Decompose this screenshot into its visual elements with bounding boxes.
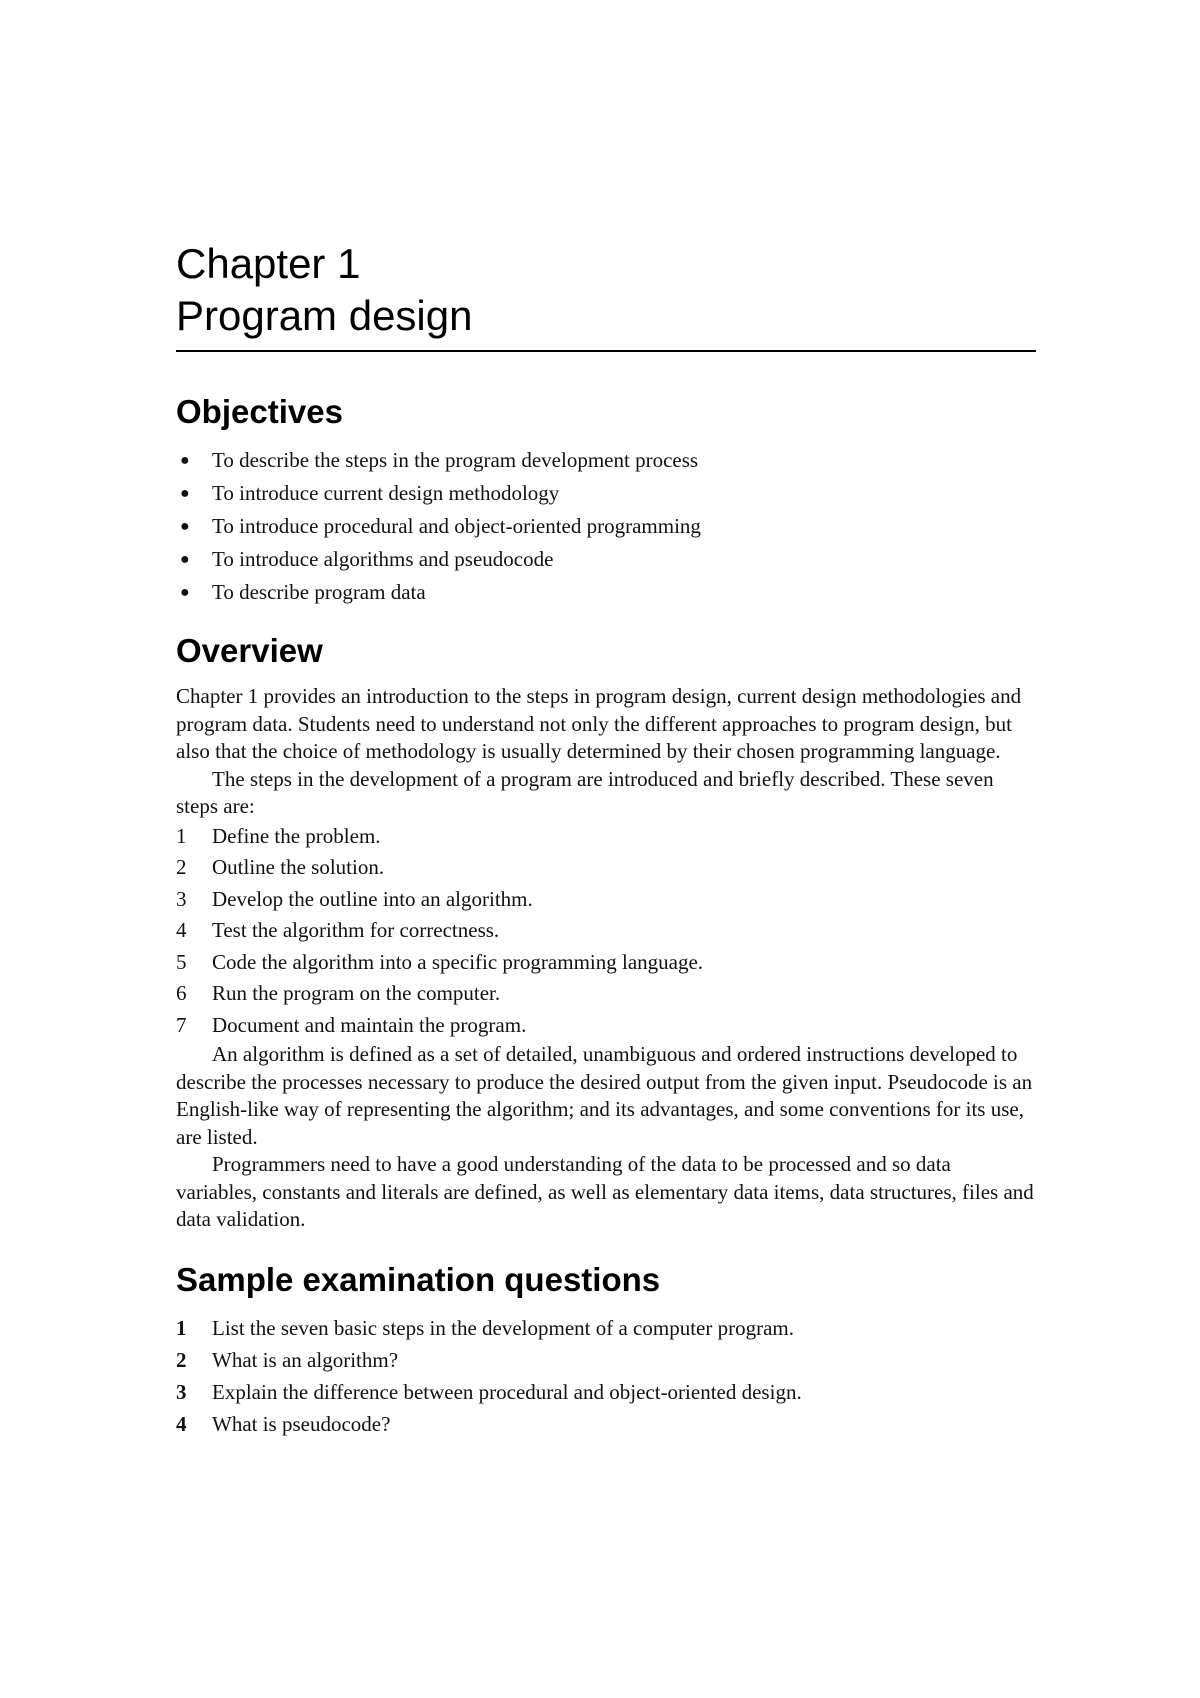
list-item (176, 1312, 1036, 1344)
document-page (176, 238, 1036, 1440)
step-number: 4 (176, 918, 187, 942)
list-item (176, 1408, 1036, 1440)
objectives-heading: Objectives (176, 393, 343, 430)
overview-body (176, 683, 1036, 1234)
bullet-icon: ● (180, 584, 190, 601)
question-text: List the seven basic steps in the development of a computer program. (212, 1315, 795, 1340)
steps-list (176, 821, 1036, 1042)
overview-paragraph-2: The steps in the development of a program are introduced and briefly described. These seven steps are: (176, 766, 994, 818)
step-number: 1 (176, 823, 187, 848)
overview-paragraph-4: Programmers need to have a good understanding of the data to be processed and so data variables, constants and literals are defined, as well as elementary data items, data structures, files and data validation. (176, 1152, 1034, 1231)
step-text: Outline the solution. (212, 855, 385, 879)
list-item (176, 1376, 1036, 1408)
list-item (176, 821, 1036, 853)
list-item (176, 444, 1036, 477)
objective-text: To describe the steps in the program development process (212, 448, 699, 472)
step-number: 5 (176, 949, 187, 974)
bullet-icon: ● (180, 485, 190, 502)
questions-heading: Sample examination questions (176, 1260, 661, 1298)
list-item (176, 576, 1036, 609)
list-item (176, 477, 1036, 510)
step-text: Run the program on the computer. (212, 981, 501, 1005)
question-number: 2 (176, 1347, 187, 1372)
list-item (176, 852, 1036, 884)
bullet-icon: ● (180, 452, 190, 469)
step-text: Develop the outline into an algorithm. (212, 886, 533, 911)
list-item (176, 915, 1036, 947)
list-item (176, 543, 1036, 576)
overview-paragraph-3: An algorithm is defined as a set of detailed, unambiguous and ordered instructions developed to describe the processes necessary to produce the desired output from the given input. Pseudocode is an English-like way of representing the algorithm; and its advantages, and some conventions for its use, are listed. (176, 1042, 1033, 1149)
overview-paragraph-1: Chapter 1 provides an introduction to the steps in program design, current design methodologies and program data. Students need to understand not only the different approaches to program design, but also that the choice of methodology is usually determined by their chosen programming language. (176, 684, 1022, 763)
step-number: 6 (176, 981, 187, 1005)
questions-list (176, 1312, 1036, 1440)
bullet-icon: ● (180, 518, 190, 535)
step-text: Define the problem. (212, 823, 381, 848)
question-text: What is pseudocode? (212, 1411, 391, 1436)
step-text: Code the algorithm into a specific programming language. (212, 949, 704, 974)
title-underline (176, 350, 1036, 352)
list-item (176, 1344, 1036, 1376)
objectives-list (176, 444, 1036, 609)
step-number: 7 (176, 1012, 187, 1037)
objective-text: To introduce current design methodology (212, 481, 560, 505)
question-text: What is an algorithm? (212, 1347, 399, 1372)
chapter-heading (176, 238, 1036, 342)
chapter-number: Chapter 1 (176, 240, 361, 287)
question-number: 3 (176, 1379, 187, 1404)
list-item (176, 978, 1036, 1010)
question-number: 1 (176, 1315, 187, 1340)
list-item (176, 947, 1036, 979)
step-number: 3 (176, 886, 187, 911)
question-text: Explain the difference between procedural and object-oriented design. (212, 1379, 802, 1404)
list-item (176, 1010, 1036, 1042)
step-text: Document and maintain the program. (212, 1012, 527, 1037)
step-number: 2 (176, 855, 187, 879)
objective-text: To introduce procedural and object-oriented programming (212, 514, 701, 538)
objective-text: To introduce algorithms and pseudocode (212, 547, 554, 571)
question-number: 4 (176, 1411, 187, 1436)
step-text: Test the algorithm for correctness. (212, 918, 500, 942)
overview-heading: Overview (176, 632, 323, 669)
bullet-icon: ● (180, 551, 190, 568)
list-item (176, 510, 1036, 543)
objective-text: To describe program data (212, 580, 426, 604)
chapter-title: Program design (176, 292, 473, 339)
list-item (176, 884, 1036, 916)
